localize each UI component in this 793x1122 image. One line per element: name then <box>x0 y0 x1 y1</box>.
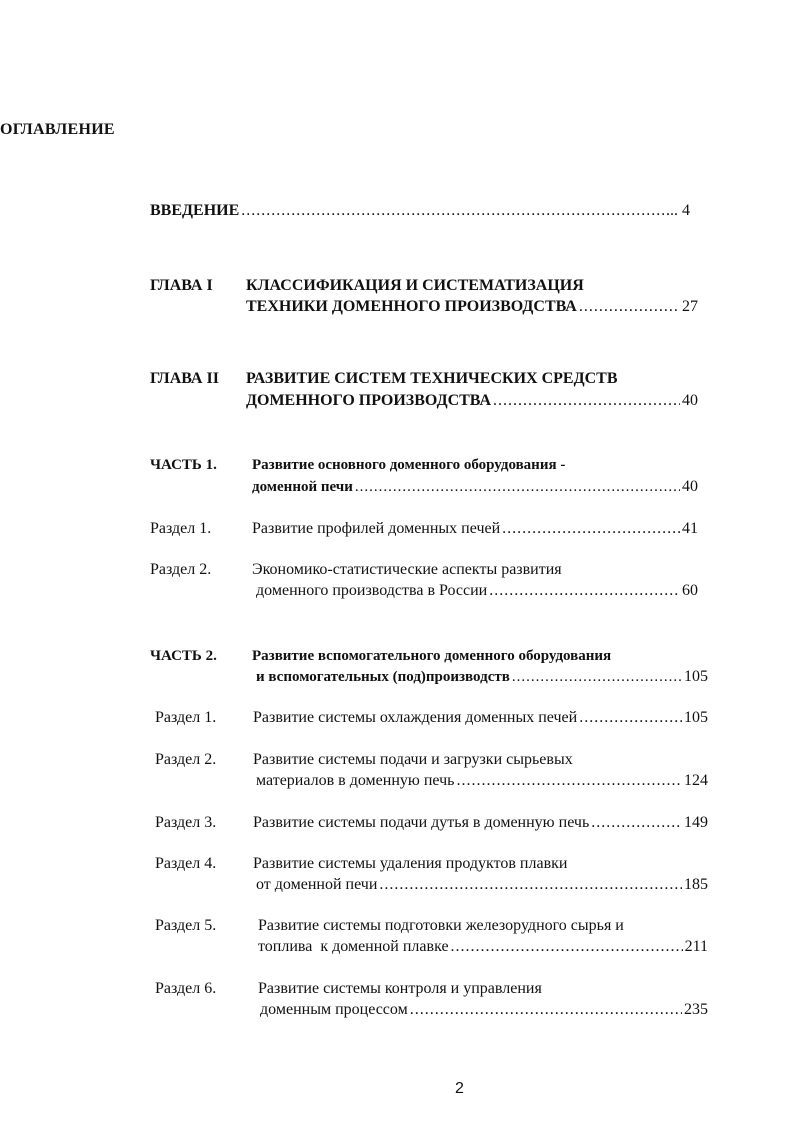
dot-leader <box>241 202 664 220</box>
entry-text: и вспомогательных (под)производств <box>256 669 510 685</box>
entry-text: топлива к доменной плавке <box>258 938 449 955</box>
dot-leader <box>451 938 683 956</box>
toc-entry-part2-section-2[interactable] <box>256 772 708 790</box>
page-ref: ... 4 <box>666 202 690 219</box>
toc-entry-part1-section-1[interactable] <box>252 520 698 538</box>
part-label: ЧАСТЬ 1. <box>150 457 217 473</box>
page-ref: 149 <box>684 814 708 831</box>
dot-leader <box>489 582 680 600</box>
entry-text: Развитие системы подготовки железорудного сырья и <box>258 917 624 934</box>
dot-leader <box>512 669 682 686</box>
toc-entry-intro[interactable] <box>150 202 690 220</box>
toc-entry-part2-section-1[interactable] <box>253 709 708 727</box>
dot-leader <box>493 392 680 410</box>
entry-text: Развитие системы подачи и загрузки сырьевых <box>253 751 573 768</box>
page-title: ОГЛАВЛЕНИЕ <box>0 121 115 138</box>
dot-leader <box>355 479 680 496</box>
section-label: Раздел 3. <box>155 814 217 831</box>
entry-text: ТЕХНИКИ ДОМЕННОГО ПРОИЗВОДСТВА <box>246 298 577 315</box>
entry-text: Развитие системы охлаждения доменных печей <box>253 709 578 726</box>
toc-entry-chapter-1[interactable] <box>246 298 698 316</box>
section-label: Раздел 2. <box>155 751 217 768</box>
section-label: Раздел 6. <box>155 980 217 997</box>
page-ref: 185 <box>684 876 708 893</box>
toc-entry-part-2[interactable] <box>256 668 708 686</box>
part-label: ЧАСТЬ 2. <box>150 648 217 664</box>
entry-text: ДОМЕННОГО ПРОИЗВОДСТВА <box>246 392 492 409</box>
page-number: 2 <box>455 1080 464 1097</box>
page-ref: 124 <box>684 772 708 789</box>
dot-leader <box>591 814 682 832</box>
entry-text: Развитие системы удаления продуктов плавки <box>253 855 568 872</box>
section-label: Раздел 4. <box>155 855 217 872</box>
dot-leader <box>456 772 682 790</box>
entry-text: Экономико-статистические аспекты развития <box>252 561 562 578</box>
section-label: Раздел 2. <box>150 561 212 578</box>
page-ref: 40 <box>682 478 698 495</box>
page-ref: 105 <box>684 709 708 726</box>
dot-leader <box>410 1001 682 1019</box>
entry-text: доменным процессом <box>260 1001 408 1018</box>
page-ref: 235 <box>684 1001 708 1018</box>
toc-entry-part2-section-3[interactable] <box>253 814 708 832</box>
page-ref: 27 <box>682 298 698 315</box>
entry-text: материалов в доменную печь <box>256 772 455 789</box>
section-label: Раздел 1. <box>150 520 212 537</box>
toc-entry-part-1[interactable] <box>252 478 698 496</box>
chapter-label: ГЛАВА II <box>150 370 219 387</box>
section-label: Раздел 1. <box>155 709 217 726</box>
page-ref: 41 <box>682 520 698 537</box>
entry-text: доменного производства в России <box>256 582 488 599</box>
dot-leader <box>579 298 680 316</box>
entry-text: от доменной печи <box>256 876 378 893</box>
entry-text: КЛАССИФИКАЦИЯ И СИСТЕМАТИЗАЦИЯ <box>246 277 584 294</box>
entry-text: РАЗВИТИЕ СИСТЕМ ТЕХНИЧЕСКИХ СРЕДСТВ <box>246 370 618 387</box>
dot-leader <box>579 709 682 727</box>
dot-leader <box>502 520 680 538</box>
entry-text: Развитие основного доменного оборудования - <box>252 457 566 473</box>
toc-entry-part1-section-2[interactable] <box>256 582 698 600</box>
toc-entry-chapter-2[interactable] <box>246 392 698 410</box>
entry-text: ВВЕДЕНИЕ <box>150 202 240 219</box>
page-ref: 40 <box>682 392 698 409</box>
dot-leader <box>379 876 682 894</box>
section-label: Раздел 5. <box>155 917 217 934</box>
toc-entry-part2-section-6[interactable] <box>260 1001 708 1019</box>
chapter-label: ГЛАВА I <box>150 277 213 294</box>
entry-text: Развитие профилей доменных печей <box>252 520 501 537</box>
page-ref: 60 <box>682 582 698 599</box>
entry-text: доменной печи <box>252 479 353 495</box>
entry-text: Развитие вспомогательного доменного оборудования <box>252 648 612 664</box>
toc-entry-part2-section-5[interactable] <box>258 938 708 956</box>
entry-text: Развитие системы подачи дутья в доменную печь <box>253 814 590 831</box>
toc-entry-part2-section-4[interactable] <box>256 876 708 894</box>
page-ref: 105 <box>684 668 708 685</box>
entry-text: Развитие системы контроля и управления <box>258 980 542 997</box>
page-ref: 211 <box>684 938 708 955</box>
